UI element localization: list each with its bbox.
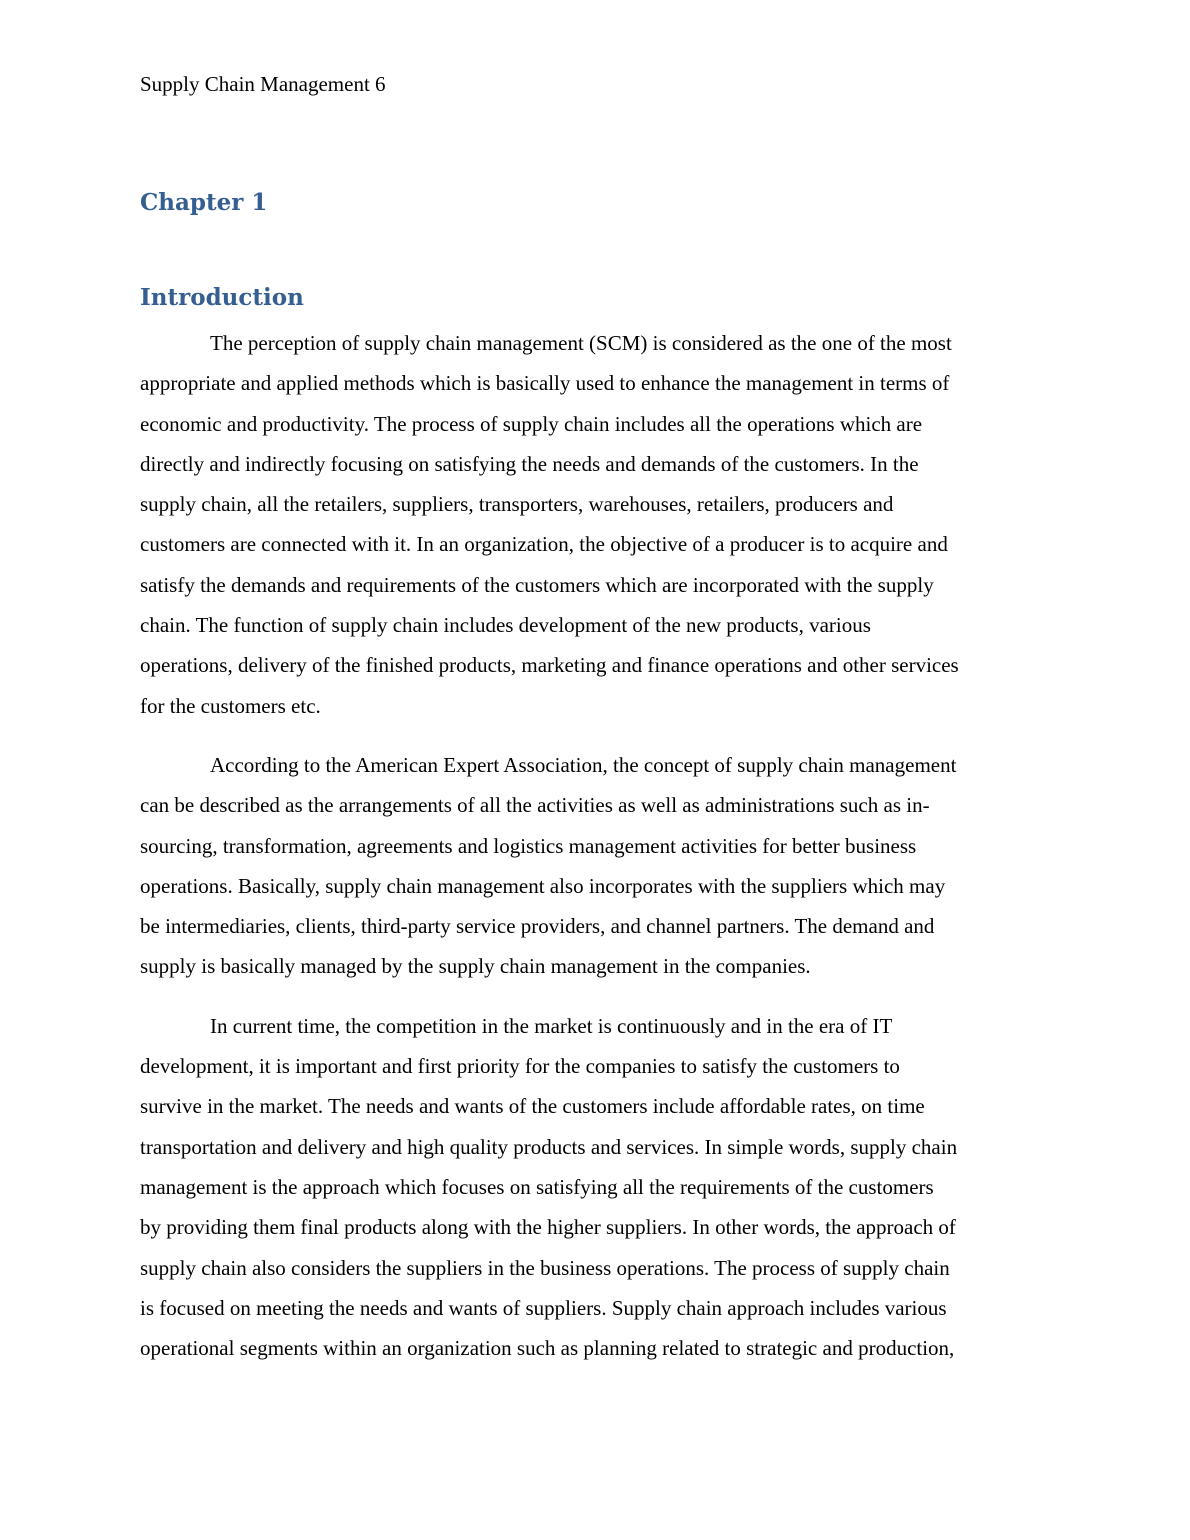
paragraph-line: operations, delivery of the finished products, marketing and finance operations and other services bbox=[140, 653, 959, 678]
paragraph-line: for the customers etc. bbox=[140, 693, 321, 718]
chapter-heading: Chapter 1 bbox=[140, 189, 268, 216]
paragraph-line: directly and indirectly focusing on satisfying the needs and demands of the customers. In the bbox=[140, 451, 919, 476]
running-header: Supply Chain Management 6 bbox=[140, 72, 386, 96]
body-text bbox=[140, 323, 1052, 1387]
paragraph-line: sourcing, transformation, agreements and logistics management activities for better business bbox=[140, 833, 917, 858]
paragraph-line: is focused on meeting the needs and wants of suppliers. Supply chain approach includes various bbox=[140, 1295, 947, 1320]
paragraph-line: economic and productivity. The process of supply chain includes all the operations which are bbox=[140, 411, 923, 436]
paragraph-line: satisfy the demands and requirements of the customers which are incorporated with the supply bbox=[140, 572, 934, 597]
paragraph-line: can be described as the arrangements of all the activities as well as administrations such as in- bbox=[140, 793, 930, 818]
paragraph-line: by providing them final products along with the higher suppliers. In other words, the approach of bbox=[140, 1215, 956, 1240]
section-heading: Introduction bbox=[140, 284, 304, 311]
paragraph-line: operations. Basically, supply chain management also incorporates with the suppliers which may bbox=[140, 873, 946, 898]
paragraph-line: supply chain, all the retailers, suppliers, transporters, warehouses, retailers, producers and bbox=[140, 492, 894, 517]
paragraph-line: survive in the market. The needs and wants of the customers include affordable rates, on time bbox=[140, 1094, 925, 1119]
paragraph-line: management is the approach which focuses on satisfying all the requirements of the customers bbox=[140, 1174, 934, 1199]
paragraph-line: supply is basically managed by the supply chain management in the companies. bbox=[140, 954, 811, 979]
paragraph-line: appropriate and applied methods which is basically used to enhance the management in terms of bbox=[140, 371, 950, 396]
paragraph-line: be intermediaries, clients, third-party service providers, and channel partners. The demand and bbox=[140, 914, 935, 939]
paragraph-line: chain. The function of supply chain includes development of the new products, various bbox=[140, 613, 871, 638]
paragraph-line: transportation and delivery and high quality products and services. In simple words, supply chain bbox=[140, 1134, 958, 1159]
paragraph-line: In current time, the competition in the market is continuously and in the era of IT bbox=[210, 1013, 893, 1038]
paragraph-line: The perception of supply chain management (SCM) is considered as the one of the most bbox=[210, 331, 952, 355]
paragraph-1 bbox=[140, 323, 1052, 726]
paragraph-line: customers are connected with it. In an organization, the objective of a producer is to acquire and bbox=[140, 532, 948, 557]
paragraph-line: supply chain also considers the suppliers in the business operations. The process of supply chain bbox=[140, 1255, 950, 1280]
paragraph-line: According to the American Expert Association, the concept of supply chain management bbox=[210, 752, 957, 777]
paragraph-line: operational segments within an organization such as planning related to strategic and production, bbox=[140, 1336, 955, 1361]
paragraph-line: development, it is important and first priority for the companies to satisfy the customers to bbox=[140, 1054, 900, 1079]
paragraph-3 bbox=[140, 1006, 1052, 1369]
paragraph-2 bbox=[140, 745, 1052, 987]
